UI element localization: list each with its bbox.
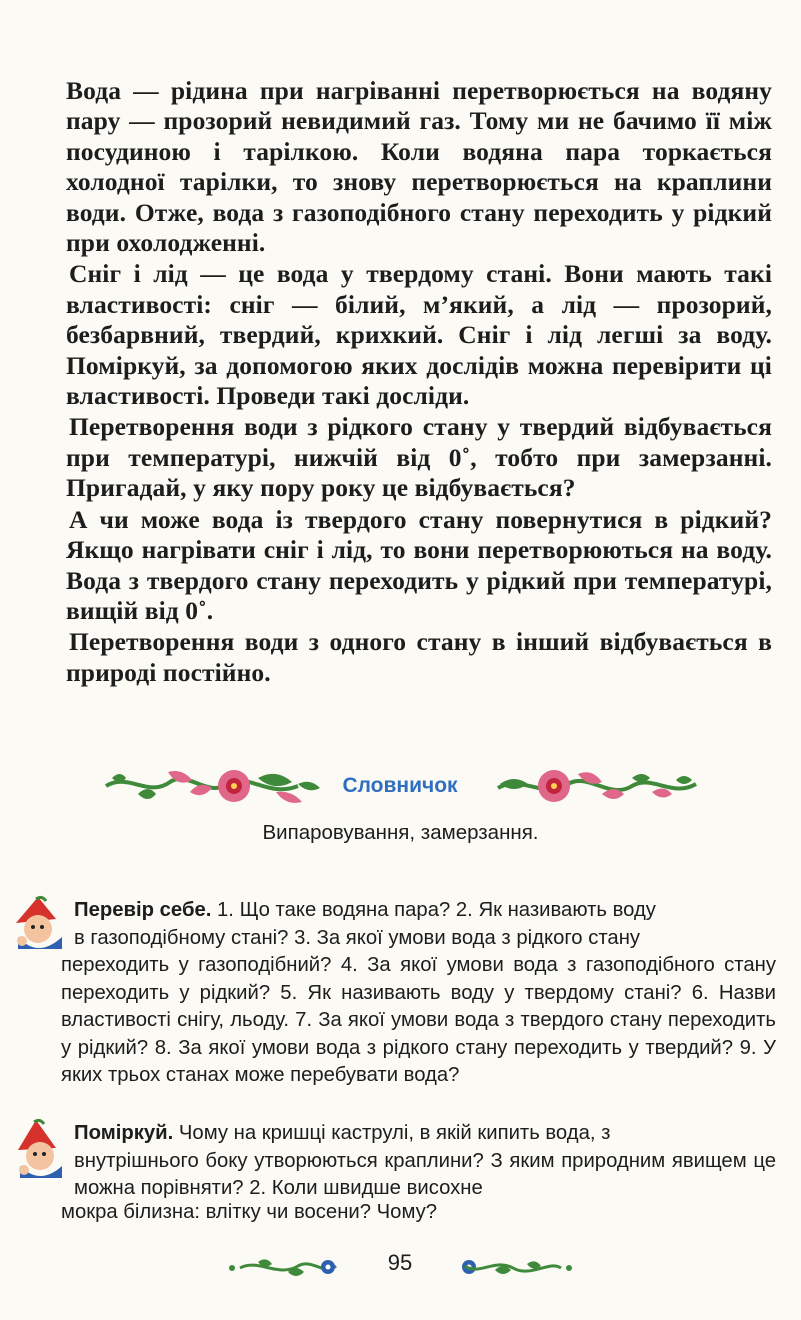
page-number: 95 (387, 1250, 413, 1275)
main-text (66, 76, 772, 688)
check-yourself-rest: переходить у газоподібний? 4. За якої умови вода з газоподібного стану переходить у рідкий? 5. Як називають воду у твердому стані? 6. Назви властивості снігу, льоду. 7. За якої умови вода з твердого стану переходить у рідкий? 8. За якої умови вода з рідкого стану переходить у твердий? 9. У яких трьох станах може перебувати вода? (61, 954, 776, 1087)
check-yourself-line-1: 1. Що таке водяна пара? 2. Як називають воду (211, 899, 656, 921)
think-line-1: Чому на кришці каструлі, в якій кипить вода, з (173, 1122, 611, 1144)
think-rest: мокра білизна: влітку чи восени? Чому? (61, 1201, 438, 1223)
paragraph-3 (66, 412, 772, 503)
footer-ornament-left-icon (228, 1252, 346, 1282)
gnome-mascot-icon (8, 893, 70, 953)
paragraph-4: А чи може вода із твердого стану повернутися в рідкий? Якщо нагрівати сніг і лід, то вони перетворюються на воду. Вода з твердого стану переходить у рідкий при температурі, вищій від 0˚. (66, 504, 772, 625)
vocabulary-header (0, 758, 801, 818)
vocabulary-words: Випаровування, замерзання. (262, 821, 539, 844)
think-line-2: внутрішнього боку утворюються краплини? З яким природним явищем це можна порівняти? 2. Коли швидше висохне (74, 1149, 776, 1200)
paragraph-3-start: Перетворення води з рідкого стану у твердий відбувається при температурі, нижчій від 0˚, тобто при (66, 412, 772, 472)
think-lead: Поміркуй. (74, 1122, 174, 1144)
footer-ornament-right-icon (455, 1252, 573, 1282)
check-yourself-line-2: в газоподібному стані? 3. За якої умови вода з рідкого стану (74, 926, 641, 949)
paragraph-3-end: Пригадай, у яку пору року це відбувається? (66, 473, 576, 503)
floral-ornament-right-icon (492, 758, 702, 818)
paragraph-1: Вода — рідина при нагріванні перетворюється на водяну пару — прозорий невидимий газ. Тому ми не бачимо її між посудиною і тарілкою. Коли водяна пара торкається холодної тарілки, то знову перетворюється на краплини води. Отже, вода з газоподібного стану переходить у рідкий при охолодженні. (66, 76, 772, 258)
vocabulary-title: Словничок (342, 774, 458, 797)
think-first-lines (74, 1120, 776, 1203)
check-yourself-lead: Перевір себе. (74, 899, 212, 921)
paragraph-5: Перетворення води з одного стану в інший відбувається в природі постійно. (66, 627, 772, 687)
floral-ornament-left-icon (98, 758, 330, 818)
paragraph-2: Сніг і лід — це вода у твердому стані. Вони мають такі властивості: сніг — білий, м’який, а лід — прозорий, безбарвний, твердий, крихкий. Сніг і лід легші за воду. Поміркуй, за допомогою яких дослідів можна перевірити ці властивості. Проведи такі досліди. (66, 259, 772, 411)
gnome-thinking-mascot-icon (8, 1118, 70, 1180)
check-yourself-first-lines (74, 897, 776, 952)
term-freezing: замерзанні. (638, 442, 772, 472)
